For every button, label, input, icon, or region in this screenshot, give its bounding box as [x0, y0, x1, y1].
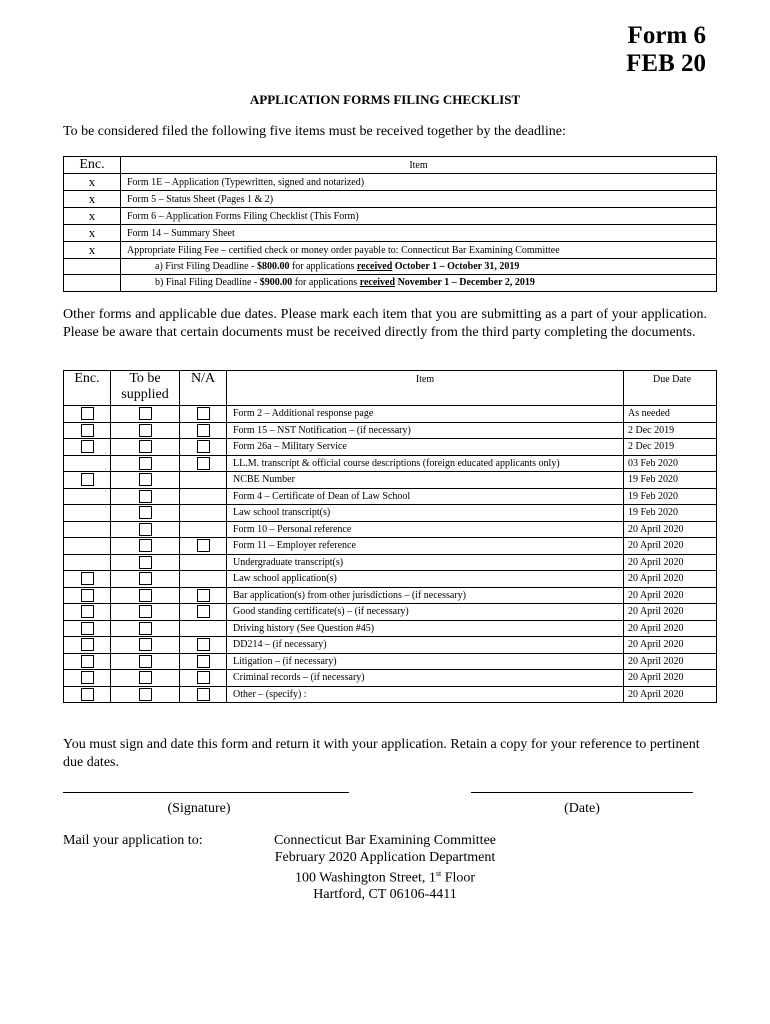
deadline-row — [64, 259, 717, 275]
due-date: 20 April 2020 — [624, 604, 717, 621]
na-checkbox[interactable] — [197, 589, 210, 602]
item-label: Form 5 – Status Sheet (Pages 1 & 2) — [121, 191, 717, 208]
due-date: 20 April 2020 — [624, 571, 717, 588]
enc-checkbox[interactable] — [81, 671, 94, 684]
table2-header-supplied: To be supplied — [111, 371, 180, 406]
empty-cell — [64, 259, 121, 275]
to-be-supplied-checkbox[interactable] — [139, 605, 152, 618]
to-be-supplied-checkbox[interactable] — [139, 523, 152, 536]
item-label: Other – (specify) : — [227, 686, 624, 703]
table2-header-item: Item — [227, 371, 624, 406]
due-date: 20 April 2020 — [624, 554, 717, 571]
enc-checkbox[interactable] — [81, 605, 94, 618]
table2-row — [64, 653, 717, 670]
table1-row — [64, 191, 717, 208]
table2-row — [64, 472, 717, 489]
due-date: 20 April 2020 — [624, 538, 717, 555]
enc-checkbox[interactable] — [81, 572, 94, 585]
enc-mark: x — [64, 208, 121, 225]
item-label: Undergraduate transcript(s) — [227, 554, 624, 571]
enc-mark: x — [64, 191, 121, 208]
na-checkbox[interactable] — [197, 605, 210, 618]
to-be-supplied-checkbox[interactable] — [139, 539, 152, 552]
table2-row — [64, 538, 717, 555]
to-be-supplied-checkbox[interactable] — [139, 407, 152, 420]
enc-checkbox[interactable] — [81, 440, 94, 453]
enc-checkbox[interactable] — [81, 407, 94, 420]
table2-row — [64, 620, 717, 637]
table2-row — [64, 439, 717, 456]
enc-checkbox[interactable] — [81, 638, 94, 651]
na-checkbox[interactable] — [197, 457, 210, 470]
item-label: Form 10 – Personal reference — [227, 521, 624, 538]
item-label: Criminal records – (if necessary) — [227, 670, 624, 687]
due-date: 2 Dec 2019 — [624, 439, 717, 456]
table2-row — [64, 406, 717, 423]
item-label: Form 4 – Certificate of Dean of Law School — [227, 488, 624, 505]
date-line[interactable] — [471, 792, 693, 793]
required-items-table — [63, 156, 717, 292]
item-label: Driving history (See Question #45) — [227, 620, 624, 637]
item-label: Form 14 – Summary Sheet — [121, 225, 717, 242]
page-title: APPLICATION FORMS FILING CHECKLIST — [249, 92, 521, 107]
item-label: Form 2 – Additional response page — [227, 406, 624, 423]
item-label: Form 26a – Military Service — [227, 439, 624, 456]
empty-cell — [64, 275, 121, 291]
table2-row — [64, 455, 717, 472]
na-checkbox[interactable] — [197, 638, 210, 651]
table2-row — [64, 521, 717, 538]
enc-mark: x — [64, 174, 121, 191]
na-checkbox[interactable] — [197, 688, 210, 701]
na-checkbox[interactable] — [197, 671, 210, 684]
to-be-supplied-checkbox[interactable] — [139, 424, 152, 437]
item-label: Form 11 – Employer reference — [227, 538, 624, 555]
na-checkbox[interactable] — [197, 655, 210, 668]
enc-checkbox[interactable] — [81, 688, 94, 701]
item-label: Form 6 – Application Forms Filing Checklist (This Form) — [121, 208, 717, 225]
na-checkbox[interactable] — [197, 440, 210, 453]
item-label: DD214 – (if necessary) — [227, 637, 624, 654]
deadline-text: a) First Filing Deadline - $800.00 for applications received October 1 – October 31, 2019 — [121, 259, 717, 275]
item-label: Bar application(s) from other jurisdictions – (if necessary) — [227, 587, 624, 604]
enc-checkbox[interactable] — [81, 655, 94, 668]
to-be-supplied-checkbox[interactable] — [139, 473, 152, 486]
form-date: FEB 20 — [626, 50, 706, 77]
mailing-address — [245, 833, 525, 904]
due-date: 20 April 2020 — [624, 670, 717, 687]
date-label: (Date) — [564, 801, 600, 816]
enc-checkbox[interactable] — [81, 622, 94, 635]
to-be-supplied-checkbox[interactable] — [139, 572, 152, 585]
to-be-supplied-checkbox[interactable] — [139, 589, 152, 602]
due-date: 20 April 2020 — [624, 587, 717, 604]
deadline-row — [64, 275, 717, 291]
table2-row — [64, 554, 717, 571]
to-be-supplied-checkbox[interactable] — [139, 556, 152, 569]
due-date: As needed — [624, 406, 717, 423]
to-be-supplied-checkbox[interactable] — [139, 490, 152, 503]
address-line-1: Connecticut Bar Examining Committee — [273, 833, 496, 848]
table2-row — [64, 637, 717, 654]
to-be-supplied-checkbox[interactable] — [139, 688, 152, 701]
to-be-supplied-checkbox[interactable] — [139, 638, 152, 651]
enc-mark: x — [64, 225, 121, 242]
closing-instructions: You must sign and date this form and return it with your application. Retain a copy for your reference to pertinent due dates. — [63, 737, 700, 770]
table2-row — [64, 571, 717, 588]
item-label: Form 15 – NST Notification – (if necessary) — [227, 422, 624, 439]
due-date: 03 Feb 2020 — [624, 455, 717, 472]
due-date: 20 April 2020 — [624, 686, 717, 703]
item-label: Law school application(s) — [227, 571, 624, 588]
item-label: LL.M. transcript & official course descriptions (foreign educated applicants only) — [227, 455, 624, 472]
address-line-4: Hartford, CT 06106-4411 — [313, 887, 457, 903]
due-date: 19 Feb 2020 — [624, 488, 717, 505]
due-date: 20 April 2020 — [624, 637, 717, 654]
table1-header-enc: Enc. — [64, 157, 121, 174]
signature-line[interactable] — [63, 792, 349, 793]
table1-row — [64, 242, 717, 259]
due-date: 19 Feb 2020 — [624, 505, 717, 522]
table2-row — [64, 488, 717, 505]
item-label: NCBE Number — [227, 472, 624, 489]
table1-row — [64, 174, 717, 191]
enc-checkbox[interactable] — [81, 473, 94, 486]
to-be-supplied-checkbox[interactable] — [139, 671, 152, 684]
enc-checkbox[interactable] — [81, 589, 94, 602]
to-be-supplied-checkbox[interactable] — [139, 506, 152, 519]
signature-label: (Signature) — [167, 801, 231, 816]
enc-checkbox[interactable] — [81, 424, 94, 437]
to-be-supplied-checkbox[interactable] — [139, 457, 152, 470]
due-date: 20 April 2020 — [624, 653, 717, 670]
table2-row — [64, 604, 717, 621]
table2-row — [64, 422, 717, 439]
item-label: Form 1E – Application (Typewritten, signed and notarized) — [121, 174, 717, 191]
to-be-supplied-checkbox[interactable] — [139, 440, 152, 453]
address-line-3: 100 Washington Street, 1st Floor — [294, 869, 476, 886]
table2-header-na: N/A — [180, 371, 227, 406]
table2-row — [64, 670, 717, 687]
other-forms-paragraph: Other forms and applicable due dates. Please mark each item that you are submitting as a part of your application. Please be aware that certain documents must be received directly from the third party completing the documents. — [63, 307, 707, 340]
table1-header-item: Item — [121, 157, 717, 174]
to-be-supplied-checkbox[interactable] — [139, 655, 152, 668]
na-checkbox[interactable] — [197, 539, 210, 552]
due-date: 20 April 2020 — [624, 620, 717, 637]
item-label: Appropriate Filing Fee – certified check or money order payable to: Connecticut Bar Examining Committee — [121, 242, 717, 259]
table2-header-enc: Enc. — [64, 371, 111, 406]
due-date: 2 Dec 2019 — [624, 422, 717, 439]
table2-header-due: Due Date — [624, 371, 717, 406]
item-label: Law school transcript(s) — [227, 505, 624, 522]
address-line-2: February 2020 Application Department — [274, 849, 496, 865]
form-identifier — [626, 22, 706, 78]
na-checkbox[interactable] — [197, 424, 210, 437]
deadline-text: b) Final Filing Deadline - $900.00 for applications received November 1 – December 2, 2019 — [121, 275, 717, 291]
mail-label: Mail your application to: — [63, 833, 203, 848]
table2-row — [64, 505, 717, 522]
other-forms-table — [63, 370, 717, 703]
table2-row — [64, 587, 717, 604]
na-checkbox[interactable] — [197, 407, 210, 420]
to-be-supplied-checkbox[interactable] — [139, 622, 152, 635]
table1-row — [64, 208, 717, 225]
due-date: 20 April 2020 — [624, 521, 717, 538]
form-number: Form 6 — [627, 22, 706, 49]
intro-text: To be considered filed the following five items must be received together by the deadline: — [63, 124, 566, 139]
enc-mark: x — [64, 242, 121, 259]
table1-row — [64, 225, 717, 242]
item-label: Good standing certificate(s) – (if necessary) — [227, 604, 624, 621]
table2-row — [64, 686, 717, 703]
due-date: 19 Feb 2020 — [624, 472, 717, 489]
item-label: Litigation – (if necessary) — [227, 653, 624, 670]
